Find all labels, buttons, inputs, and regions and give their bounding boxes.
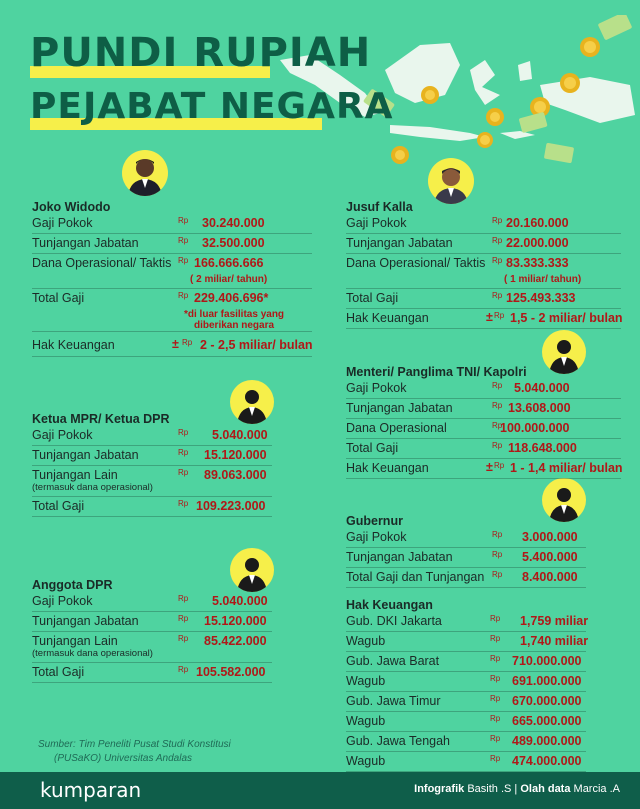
row-value: 83.333.333 xyxy=(506,256,569,270)
section-dpr-member xyxy=(32,578,272,683)
currency-label: Rp xyxy=(490,734,501,743)
row-label: Total Gaji xyxy=(346,291,399,305)
currency-label: Rp xyxy=(490,754,501,763)
row-value: 1,5 - 2 miliar/ bulan xyxy=(510,311,623,325)
source-line: Sumber: Tim Peneliti Pusat Studi Konstitusi xyxy=(38,739,231,750)
currency-label: Rp xyxy=(490,634,501,643)
section-president xyxy=(32,200,312,357)
table-row xyxy=(346,419,621,439)
row-note: (termasuk dana operasional) xyxy=(32,482,153,493)
currency-label: Rp xyxy=(492,401,503,410)
row-prefix: ± xyxy=(486,310,493,324)
table-row xyxy=(346,712,586,732)
section-name: Ketua MPR/ Ketua DPR xyxy=(32,412,170,426)
credit-name: Basith .S xyxy=(467,783,512,795)
currency-label: Rp xyxy=(178,665,189,674)
row-label: Tunjangan Jabatan xyxy=(32,236,139,250)
table-row xyxy=(346,309,621,329)
table-row xyxy=(32,446,272,466)
section-governor xyxy=(346,514,586,588)
row-value: 100.000.000 xyxy=(500,421,570,435)
currency-label: Rp xyxy=(492,550,503,559)
table-row xyxy=(346,234,621,254)
currency-label: Rp xyxy=(494,311,505,320)
table-row xyxy=(32,663,272,683)
row-value: 710.000.000 xyxy=(512,654,582,668)
table-row xyxy=(346,459,621,479)
vice-president-avatar xyxy=(428,158,474,204)
row-prefix: ± xyxy=(172,337,179,351)
table-row xyxy=(346,379,621,399)
section-name: Jusuf Kalla xyxy=(346,200,413,214)
table-row xyxy=(346,732,586,752)
row-label: Total Gaji xyxy=(32,665,85,679)
section-name: Anggota DPR xyxy=(32,578,113,592)
currency-label: Rp xyxy=(492,381,503,390)
row-value: 15.120.000 xyxy=(204,614,267,628)
row-label: Total Gaji xyxy=(346,441,399,455)
currency-label: Rp xyxy=(178,216,189,225)
currency-label: Rp xyxy=(490,714,501,723)
row-label: Dana Operasional/ Taktis xyxy=(32,256,172,270)
row-label: Tunjangan Jabatan xyxy=(346,550,453,564)
row-label: Gub. DKI Jakarta xyxy=(346,614,442,628)
row-value: 474.000.000 xyxy=(512,754,582,768)
table-row xyxy=(32,234,312,254)
currency-label: Rp xyxy=(492,570,503,579)
row-prefix: ± xyxy=(486,460,493,474)
currency-label: Rp xyxy=(182,338,193,347)
row-value: 665.000.000 xyxy=(512,714,582,728)
currency-label: Rp xyxy=(178,614,189,623)
row-value: 8.400.000 xyxy=(522,570,578,584)
row-value: 691.000.000 xyxy=(512,674,582,688)
row-label: Wagub xyxy=(346,754,386,768)
currency-label: Rp xyxy=(178,448,189,457)
table-row xyxy=(346,548,586,568)
footer-bar xyxy=(0,772,640,809)
section-mpr-dpr-chair xyxy=(32,412,272,517)
row-value: 489.000.000 xyxy=(512,734,582,748)
row-label: Gaji Pokok xyxy=(32,428,93,442)
row-subvalue: ( 1 miliar/ tahun) xyxy=(504,274,582,285)
row-label: Hak Keuangan xyxy=(32,338,115,352)
table-row xyxy=(32,336,312,357)
row-value: 3.000.000 xyxy=(522,530,578,544)
credits xyxy=(414,783,620,795)
row-value: 32.500.000 xyxy=(202,236,265,250)
row-label: Gub. Jawa Barat xyxy=(346,654,440,668)
row-label: Tunjangan Jabatan xyxy=(346,236,453,250)
source-note xyxy=(38,738,231,766)
row-label: Gub. Jawa Timur xyxy=(346,694,441,708)
row-value: 229.406.696* xyxy=(194,291,269,305)
row-label: Total Gaji dan Tunjangan xyxy=(346,570,485,584)
row-subvalue: ( 2 miliar/ tahun) xyxy=(190,274,268,285)
row-label: Tunjangan Jabatan xyxy=(32,448,139,462)
section-minister xyxy=(346,365,621,479)
currency-label: Rp xyxy=(492,421,503,430)
row-value: 166.666.666 xyxy=(194,256,264,270)
currency-label: Rp xyxy=(490,674,501,683)
row-value: 30.240.000 xyxy=(202,216,265,230)
table-row xyxy=(32,632,272,663)
row-label: Tunjangan Jabatan xyxy=(346,401,453,415)
table-row xyxy=(346,439,621,459)
row-note: *di luar fasilitas yang xyxy=(184,309,285,320)
row-label: Dana Operasional/ Taktis xyxy=(346,256,486,270)
table-row xyxy=(346,692,586,712)
row-label: Gaji Pokok xyxy=(346,530,407,544)
currency-label: Rp xyxy=(492,441,503,450)
row-label: Wagub xyxy=(346,674,386,688)
currency-label: Rp xyxy=(178,594,189,603)
table-row xyxy=(32,466,272,497)
row-value: 105.582.000 xyxy=(196,665,266,679)
table-row xyxy=(346,214,621,234)
kumparan-logo: kumparan xyxy=(40,778,142,802)
row-label: Total Gaji xyxy=(32,499,85,513)
row-value: 13.608.000 xyxy=(508,401,571,415)
currency-label: Rp xyxy=(490,694,501,703)
president-avatar xyxy=(122,150,168,196)
row-value: 5.040.000 xyxy=(212,594,268,608)
row-label: Hak Keuangan xyxy=(346,461,429,475)
table-row xyxy=(32,254,312,289)
currency-label: Rp xyxy=(178,236,189,245)
credit-label: Infografik xyxy=(414,783,465,795)
currency-label: Rp xyxy=(492,236,503,245)
table-row xyxy=(32,592,272,612)
row-label: Total Gaji xyxy=(32,291,85,305)
row-label: Dana Operasional xyxy=(346,421,447,435)
row-label: Tunjangan Jabatan xyxy=(32,614,139,628)
source-line: (PUSaKO) Universitas Andalas xyxy=(54,753,193,764)
row-label: Tunjangan Lain xyxy=(32,634,118,648)
row-value: 118.648.000 xyxy=(508,441,577,455)
currency-label: Rp xyxy=(178,468,189,477)
row-value: 5.400.000 xyxy=(522,550,578,564)
currency-label: Rp xyxy=(490,654,501,663)
section-vice-president xyxy=(346,200,621,329)
table-row xyxy=(346,289,621,309)
table-row xyxy=(32,426,272,446)
row-value: 22.000.000 xyxy=(506,236,569,250)
table-row xyxy=(346,752,586,772)
table-row xyxy=(346,399,621,419)
title-line-1: PUNDI RUPIAH xyxy=(30,30,372,76)
currency-label: Rp xyxy=(178,256,189,265)
row-value: 5.040.000 xyxy=(514,381,570,395)
row-label: Gaji Pokok xyxy=(346,216,407,230)
row-label: Gaji Pokok xyxy=(32,594,93,608)
table-row xyxy=(346,612,589,632)
row-value: 89.063.000 xyxy=(204,468,267,482)
row-value: 2 - 2,5 miliar/ bulan xyxy=(200,338,313,352)
row-value: 109.223.000 xyxy=(196,499,266,513)
credit-label: Olah data xyxy=(520,783,571,795)
row-value: 5.040.000 xyxy=(212,428,268,442)
row-value: 85.422.000 xyxy=(204,634,267,648)
table-row xyxy=(346,632,589,652)
credit-separator: | xyxy=(514,783,518,795)
title-line-2: PEJABAT NEGARA xyxy=(30,86,394,127)
row-value: 1,759 miliar xyxy=(520,614,589,628)
row-value: 125.493.333 xyxy=(506,291,576,305)
row-note: diberikan negara xyxy=(194,320,275,331)
currency-label: Rp xyxy=(492,530,503,539)
row-value: 670.000.000 xyxy=(512,694,582,708)
section-governor-allowance xyxy=(346,598,589,772)
row-label: Wagub xyxy=(346,714,386,728)
row-label: Hak Keuangan xyxy=(346,311,429,325)
row-value: 1 - 1,4 miliar/ bulan xyxy=(510,461,623,475)
currency-label: Rp xyxy=(178,291,189,300)
table-row xyxy=(346,254,621,289)
table-row xyxy=(32,214,312,234)
row-label: Gaji Pokok xyxy=(32,216,93,230)
section-name: Joko Widodo xyxy=(32,200,111,214)
table-row xyxy=(32,612,272,632)
table-row xyxy=(346,652,586,672)
section-name: Gubernur xyxy=(346,514,403,528)
table-row xyxy=(346,528,586,548)
table-row xyxy=(32,497,272,517)
currency-label: Rp xyxy=(178,499,189,508)
table-row xyxy=(32,289,312,332)
row-value: 1,740 miliar xyxy=(520,634,589,648)
currency-label: Rp xyxy=(492,256,503,265)
row-note: (termasuk dana operasional) xyxy=(32,648,153,659)
currency-label: Rp xyxy=(494,461,505,470)
row-value: 15.120.000 xyxy=(204,448,267,462)
currency-label: Rp xyxy=(490,614,501,623)
row-label: Gaji Pokok xyxy=(346,381,407,395)
row-label: Tunjangan Lain xyxy=(32,468,118,482)
currency-label: Rp xyxy=(178,428,189,437)
section-name: Menteri/ Panglima TNI/ Kapolri xyxy=(346,365,527,379)
row-label: Wagub xyxy=(346,634,386,648)
section-name: Hak Keuangan xyxy=(346,598,433,612)
currency-label: Rp xyxy=(492,291,503,300)
currency-label: Rp xyxy=(492,216,503,225)
table-row xyxy=(346,568,586,588)
row-value: 20.160.000 xyxy=(506,216,569,230)
row-label: Gub. Jawa Tengah xyxy=(346,734,451,748)
table-row xyxy=(346,672,586,692)
currency-label: Rp xyxy=(178,634,189,643)
credit-name: Marcia .A xyxy=(573,783,620,795)
